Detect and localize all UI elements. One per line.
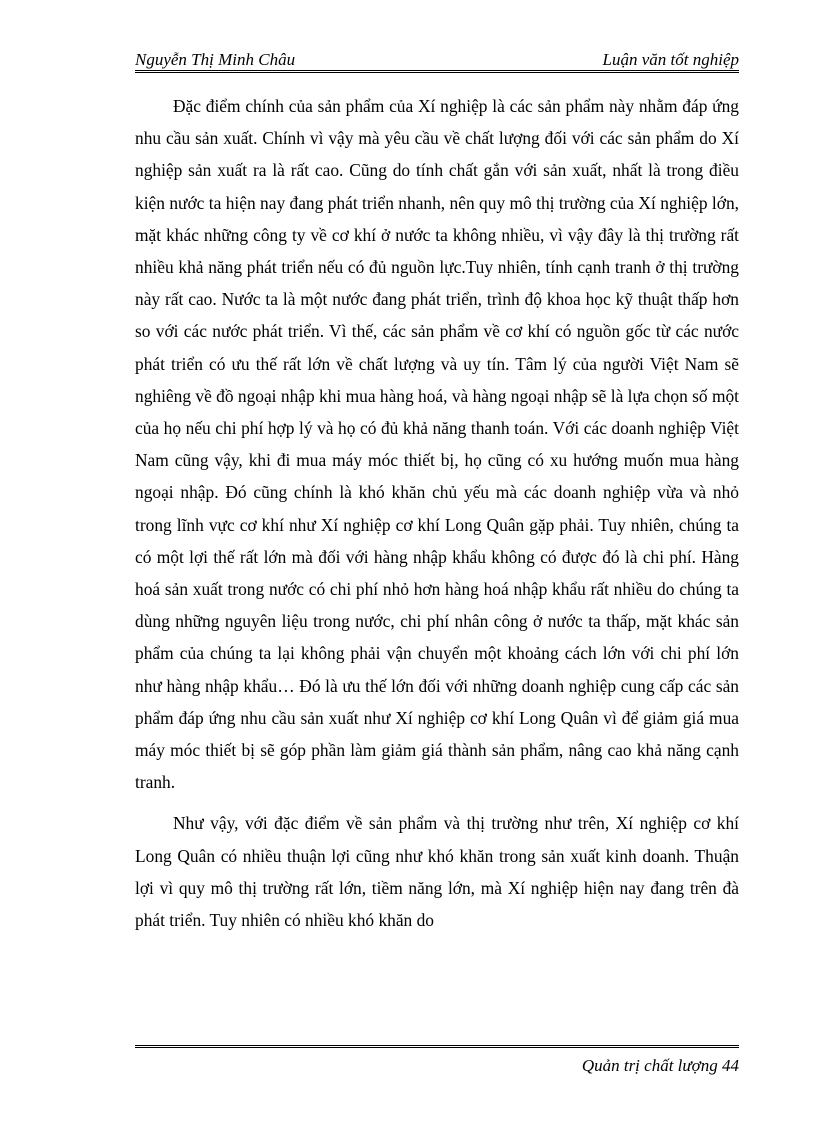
header-rule	[135, 70, 739, 73]
page-header	[135, 48, 739, 72]
body-paragraph: Đặc điểm chính của sản phẩm của Xí nghiệp là các sản phẩm này nhằm đáp ứng nhu cầu sản xuất. Chính vì vậy mà yêu cầu về chất lượng đối với các sản phẩm do Xí nghiệp sản xuất ra là rất cao. Cũng do tính chất gắn với sản xuất, nhất là trong điều kiện nước ta hiện nay đang phát triển nhanh, nên quy mô thị trường của Xí nghiệp lớn, mặt khác những công ty về cơ khí ở nước ta không nhiều, vì vậy đây là thị trường rất nhiều khả năng phát triển nếu có đủ nguồn lực.Tuy nhiên, tính cạnh tranh ở thị trường này rất cao. Nước ta là một nước đang phát triển, trình độ khoa học kỹ thuật thấp hơn so với các nước phát triển. Vì thế, các sản phẩm về cơ khí có nguồn gốc từ các nước phát triển có ưu thế rất lớn về chất lượng và uy tín. Tâm lý của người Việt Nam sẽ nghiêng về đồ ngoại nhập khi mua hàng hoá, và hàng ngoại nhập sẽ là lựa chọn số một của họ nếu chi phí hợp lý và họ có đủ khả năng thanh toán. Với các doanh nghiệp Việt Nam cũng vậy, khi đi mua máy móc thiết bị, họ cũng có xu hướng muốn mua hàng ngoại nhập. Đó cũng chính là khó khăn chủ yếu mà các doanh nghiệp vừa và nhỏ trong lĩnh vực cơ khí như Xí nghiệp cơ khí Long Quân gặp phải. Tuy nhiên, chúng ta có một lợi thế rất lớn mà đối với hàng nhập khẩu không có được đó là chi phí. Hàng hoá sản xuất trong nước có chi phí nhỏ hơn hàng hoá nhập khẩu rất nhiều do chúng ta dùng những nguyên liệu trong nước, chi phí nhân công ở nước ta thấp, mặt khác sản phẩm của chúng ta lại không phải vận chuyển một khoảng cách lớn với chi phí lớn như hàng nhập khẩu… Đó là ưu thế lớn đối với những doanh nghiệp cung cấp các sản phẩm đáp ứng nhu cầu sản xuất như Xí nghiệp cơ khí Long Quân vì để giảm giá mua máy móc thiết bị sẽ góp phần làm giảm giá thành sản phẩm, nâng cao khả năng cạnh tranh.	[135, 96, 739, 793]
document-body	[135, 90, 739, 945]
header-author: Nguyễn Thị Minh Châu	[135, 50, 296, 69]
body-paragraph: Như vậy, với đặc điểm về sản phẩm và thị trường như trên, Xí nghiệp cơ khí Long Quân có nhiều thuận lợi cũng như khó khăn trong sản xuất kinh doanh. Thuận lợi vì quy mô thị trường rất lớn, tiềm năng lớn, mà Xí nghiệp hiện nay đang trên đà phát triển. Tuy nhiên có nhiều khó khăn do	[135, 813, 739, 931]
header-doc-type: Luận văn tốt nghiệp	[602, 50, 739, 69]
page-footer: Quản trị chất lượng 44	[581, 1056, 739, 1075]
footer-rule	[135, 1045, 739, 1048]
